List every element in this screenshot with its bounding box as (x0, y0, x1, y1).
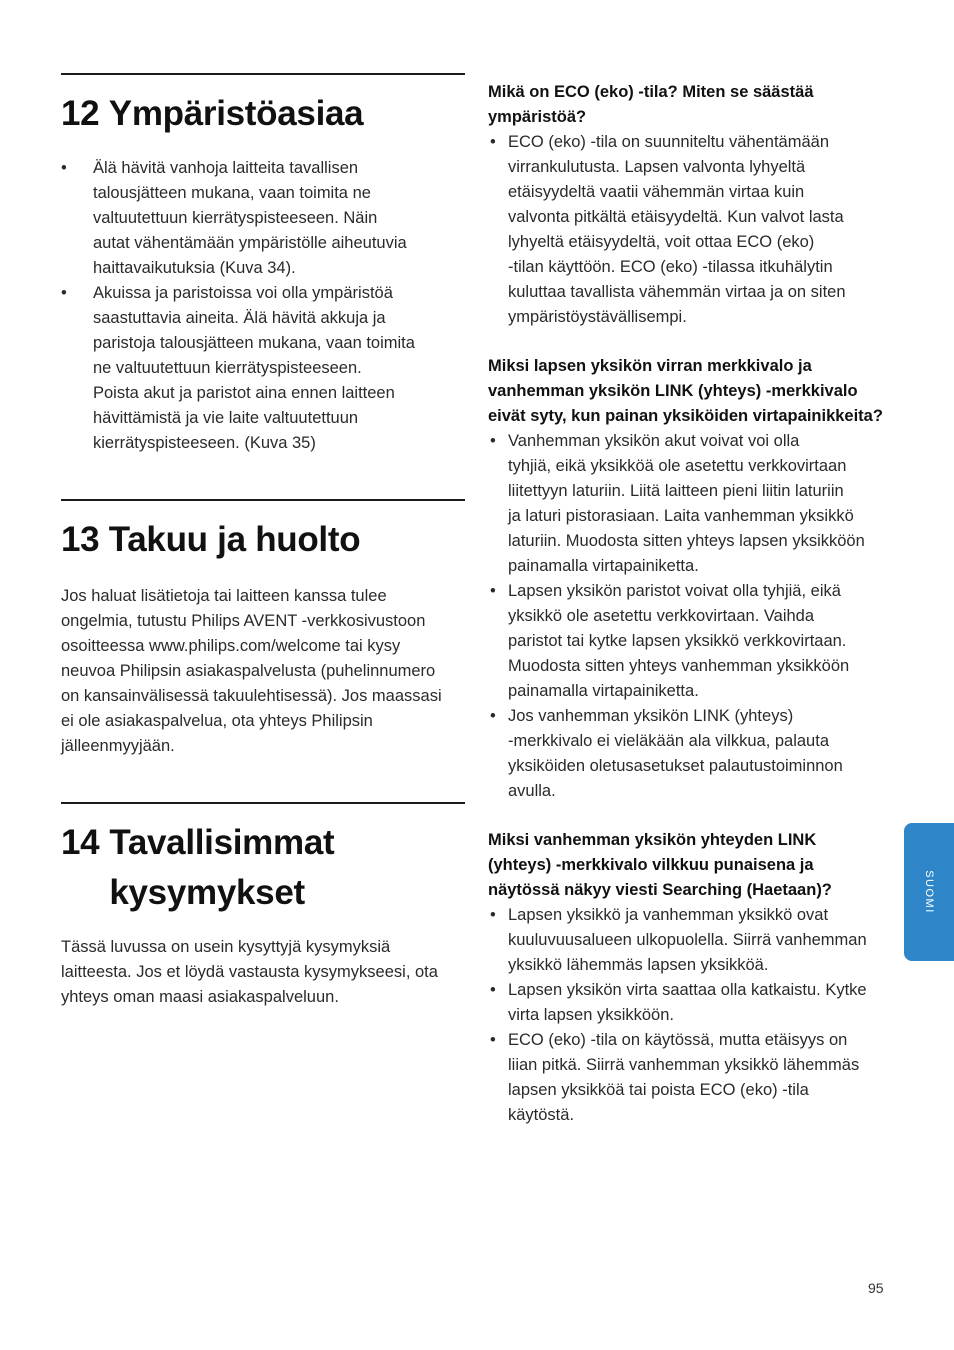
section-14-title-line1: Tavallisimmat (109, 823, 335, 862)
section-12-heading (61, 89, 465, 139)
section-14-paragraph: Tässä luvussa on usein kysyttyjä kysymyksiä laitteesta. Jos et löydä vastausta kysymykseesi, ota yhteys oman maasi asiakaspalveluun. (61, 938, 438, 1006)
faq-answers-searching (488, 903, 898, 1128)
bullet-marker: • (490, 906, 496, 924)
section-14-heading (61, 818, 465, 918)
bullet-marker: • (490, 981, 496, 999)
page-number: 95 (868, 1280, 884, 1296)
bullet-marker: • (490, 1031, 496, 1049)
bullet-marker: • (61, 284, 67, 302)
section-12-list (61, 156, 465, 456)
section-12-rule (61, 73, 465, 75)
right-column (488, 80, 898, 1128)
faq-question-power-light: Miksi lapsen yksikön virran merkkivalo ja vanhemman yksikön LINK (yhteys) -merkkivalo eivät syty, kun painan yksiköiden virtapainikkeita? (488, 357, 883, 425)
faq-question-eco: Mikä on ECO (eko) -tila? Miten se säästää ympäristöä? (488, 83, 814, 126)
left-column (61, 73, 465, 1010)
section-13-rule (61, 499, 465, 501)
list-item: • Lapsen yksikön virta saattaa olla katkaistu. Kytke virta lapsen yksikköön. (488, 978, 898, 1028)
list-item: • ECO (eko) -tila on suunniteltu vähentämään virrankulutusta. Lapsen valvonta lyhyeltä etäisyydeltä vaatii vähemmän virtaa kuin valvonta pitkältä etäisyydeltä. Kun valvot lasta lyhyeltä etäisyydeltä, voit ottaa ECO (eko) -tilan käyttöön. ECO (eko) -tilassa itkuhälytin kuluttaa tavallista vähemmän virtaa ja on siten ympäristöystävällisempi. (488, 130, 898, 330)
bullet-marker: • (490, 133, 496, 151)
language-tab-label: SUOMI (923, 870, 935, 914)
section-14-title-line2: kysymykset (109, 873, 305, 912)
list-item: • Vanhemman yksikön akut voivat voi olla tyhjiä, eikä yksikköä ole asetettu verkkovirtaan liitettyyn laturiin. Liitä laitteen pieni liitin laturiin ja laturi pistorasiaan. Laita vanhemman yksikkö laturiin. Muodosta sitten yhteys lapsen yksikköön painamalla virtapainiketta. (488, 429, 898, 579)
bullet-marker: • (61, 159, 67, 177)
list-item: • Älä hävitä vanhoja laitteita tavallisen talousjätteen mukana, vaan toimita ne valtuutettuun kierrätyspisteeseen. Näin autat vähentämään ympäristölle aiheutuvia haittavaikutuksia (Kuva 34). (61, 156, 465, 281)
list-item: • Jos vanhemman yksikön LINK (yhteys) -merkkivalo ei vieläkään ala vilkkua, palauta yksiköiden oletusasetukset palautustoiminnon avulla. (488, 704, 898, 804)
language-tab (904, 823, 954, 961)
section-14-rule (61, 802, 465, 804)
section-12-number: 12 (61, 94, 100, 133)
section-13-heading (61, 515, 465, 565)
bullet-marker: • (490, 432, 496, 450)
section-13-title: Takuu ja huolto (108, 520, 361, 559)
section-12-title: Ympäristöasiaa (108, 94, 364, 133)
list-item: • Lapsen yksikön paristot voivat olla tyhjiä, eikä yksikkö ole asetettu verkkovirtaan. Vaihda paristot tai kytke lapsen yksikkö verkkovirtaan. Muodosta sitten yhteys vanhemman yksikköön painamalla virtapainiketta. (488, 579, 898, 704)
section-14-number: 14 (61, 823, 100, 862)
list-item: • ECO (eko) -tila on käytössä, mutta etäisyys on liian pitkä. Siirrä vanhemman yksikkö lähemmäs lapsen yksikköä tai poista ECO (eko) -tila käytöstä. (488, 1028, 898, 1128)
list-item: • Lapsen yksikkö ja vanhemman yksikkö ovat kuuluvuusalueen ulkopuolella. Siirrä vanhemman yksikkö lähemmäs lapsen yksikköä. (488, 903, 898, 978)
section-13-number: 13 (61, 520, 100, 559)
faq-question-searching: Miksi vanhemman yksikön yhteyden LINK (yhteys) -merkkivalo vilkkuu punaisena ja näytössä näkyy viesti Searching (Haetaan)? (488, 831, 832, 899)
list-item: • Akuissa ja paristoissa voi olla ympäristöä saastuttavia aineita. Älä hävitä akkuja ja paristoja talousjätteen mukana, vaan toimita ne valtuutettuun kierrätyspisteeseen. Poista akut ja paristot aina ennen laitteen hävittämistä ja vie laite valtuutettuun kierrätyspisteeseen. (Kuva 35) (61, 281, 465, 456)
section-13-paragraph: Jos haluat lisätietoja tai laitteen kanssa tulee ongelmia, tutustu Philips AVENT -verkkosivustoon osoitteessa www.philips.com/welcome tai kysy neuvoa Philipsin asiakaspalvelusta (puhelinnumero on kansainvälisessä takuulehtisessä). Jos maassasi ei ole asiakaspalvelua, ota yhteys Philipsin jälleenmyyjään. (61, 587, 442, 755)
faq-answers-eco (488, 130, 898, 330)
faq-answers-power-light (488, 429, 898, 804)
bullet-marker: • (490, 582, 496, 600)
bullet-marker: • (490, 707, 496, 725)
